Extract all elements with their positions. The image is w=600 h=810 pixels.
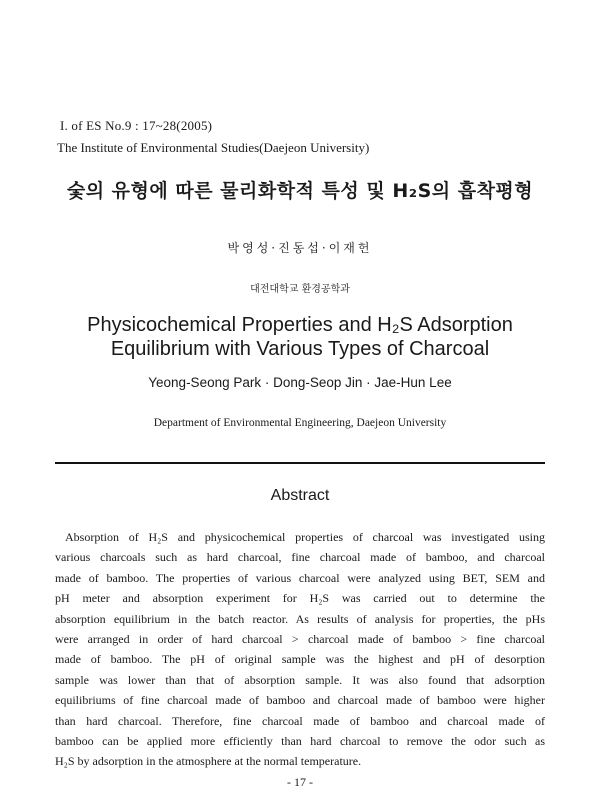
english-affiliation: Department of Environmental Engineering, Daejeon University [153, 417, 447, 429]
institute-name: The Institute of Environmental Studies(Daejeon University) [57, 140, 370, 155]
section-divider [55, 462, 545, 464]
abstract-line: sample was lower than that of absorption sample. It was also found that adsorption [55, 672, 545, 687]
abstract-heading: Abstract [270, 487, 330, 504]
abstract-line: were arranged in order of hard charcoal > charcoal made of bamboo > fine charcoal [55, 632, 545, 647]
abstract-line: Absorption of H₂S and physicochemical properties of charcoal was investigated using [65, 530, 545, 544]
abstract-line: made of bamboo. The pH of original sample was the highest and pH of desorption [55, 652, 545, 667]
english-authors: Yeong-Seong Park · Dong-Seop Jin · Jae-Hun Lee [148, 375, 452, 390]
abstract-line: pH meter and absorption experiment for H₂S was carried out to determine the [55, 591, 545, 606]
page-number: - 17 - [287, 775, 313, 789]
abstract-line: than hard charcoal. Therefore, fine charcoal made of bamboo and charcoal made of [55, 713, 545, 728]
abstract-line: bamboo can be applied more efficiently than hard charcoal to remove the odor such as [55, 734, 545, 749]
abstract-body [55, 527, 545, 772]
abstract-line: absorption equilibrium in the batch reactor. As results of analysis for properties, the pHs [55, 611, 545, 626]
english-title-line-2: Equilibrium with Various Types of Charcoal [110, 338, 490, 360]
abstract-line: H₂S by adsorption in the atmosphere at the normal temperature. [55, 754, 362, 769]
abstract-line: made of bamboo. The properties of various charcoal were analyzed using BET, SEM and [55, 570, 545, 585]
abstract-line: various charcoals such as hard charcoal, fine charcoal made of bamboo, and charcoal [55, 550, 545, 565]
abstract-line: equilibriums of fine charcoal made of bamboo and charcoal made of bamboo were higher [55, 693, 545, 708]
korean-affiliation: 대전대학교 환경공학과 [250, 284, 350, 295]
korean-title: 숯의 유형에 따른 물리화학적 특성 및 H₂S의 흡착평형 [66, 180, 534, 202]
journal-citation: I. of ES No.9 : 17~28(2005) [60, 118, 213, 133]
english-title [0, 313, 600, 361]
english-title-line-1: Physicochemical Properties and H₂S Adsorption [87, 314, 513, 336]
korean-authors: 박영성·진동섭·이재헌 [227, 241, 373, 255]
